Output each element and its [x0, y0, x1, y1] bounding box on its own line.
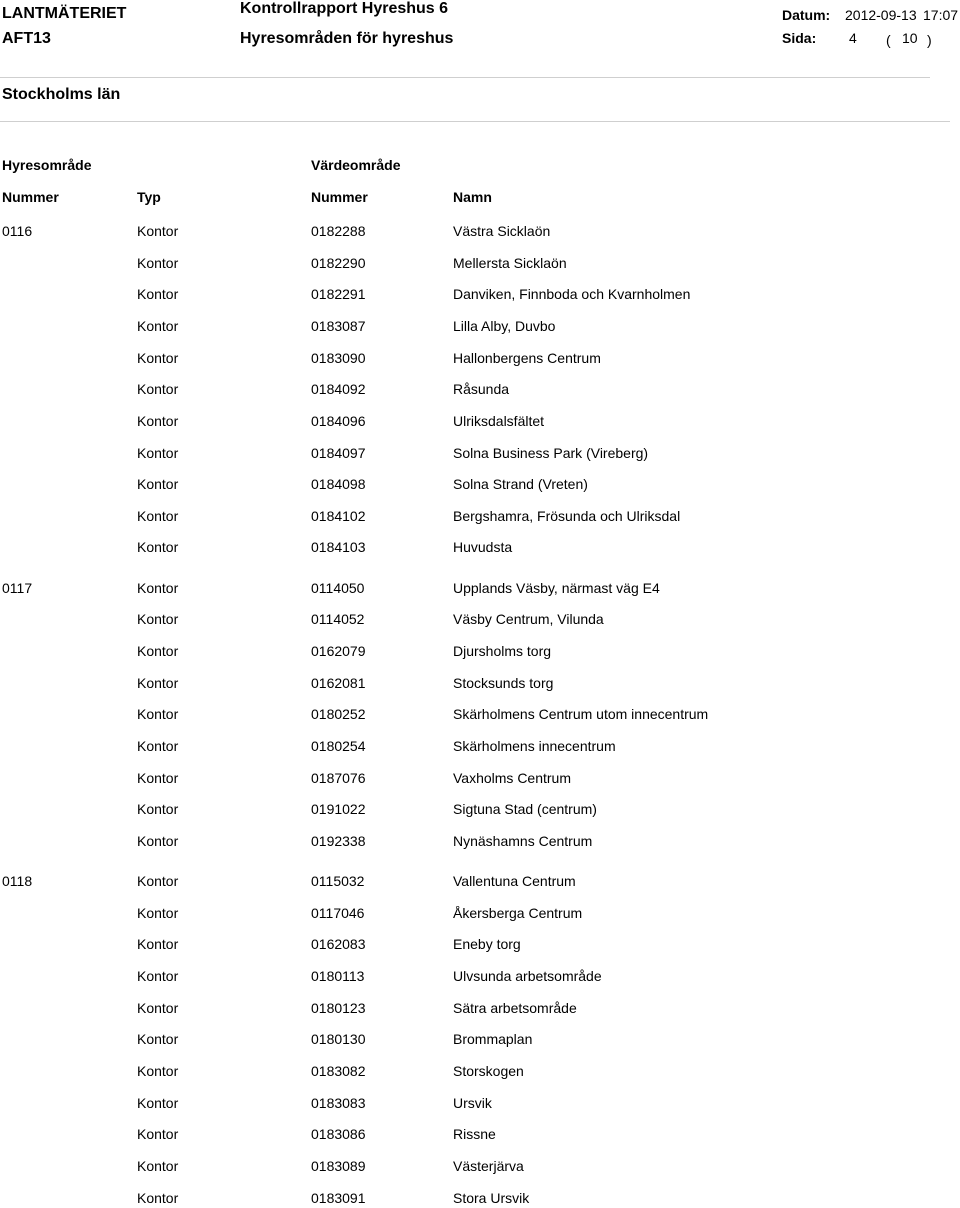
- vardeomrade-name: Väsby Centrum, Vilunda: [453, 611, 604, 627]
- type-cell: Kontor: [137, 1190, 179, 1206]
- vardeomrade-name: Hallonbergens Centrum: [453, 350, 601, 366]
- hyresomrade-number: 0118: [2, 873, 33, 889]
- type-cell: Kontor: [137, 675, 179, 691]
- vardeomrade-name: Solna Business Park (Vireberg): [453, 445, 649, 461]
- vardeomrade-name: Bergshamra, Frösunda och Ulriksdal: [453, 508, 681, 524]
- vardeomrade-number: 0184098: [311, 476, 366, 492]
- time-value: 17:07: [923, 7, 959, 23]
- vardeomrade-name: Huvudsta: [453, 539, 513, 555]
- hyresomrade-number: 0116: [2, 223, 33, 239]
- table-row: [0, 506, 960, 526]
- table-row: [0, 736, 960, 756]
- vardeomrade-number: 0182290: [311, 255, 366, 271]
- vardeomrade-number: 0183091: [311, 1190, 366, 1206]
- vardeomrade-name: Nynäshamns Centrum: [453, 833, 593, 849]
- vardeomrade-number: 0183090: [311, 350, 366, 366]
- column-header-nummer-2: Nummer: [311, 189, 368, 205]
- vardeomrade-number: 0180252: [311, 706, 366, 722]
- vardeomrade-name: Stora Ursvik: [453, 1190, 530, 1206]
- page-label: Sida:: [782, 30, 817, 46]
- column-header-namn: Namn: [453, 189, 492, 205]
- table-row: [0, 1124, 960, 1144]
- vardeomrade-name: Stocksunds torg: [453, 675, 554, 691]
- vardeomrade-name: Sigtuna Stad (centrum): [453, 801, 597, 817]
- column-group-vardeomrade: Värdeområde: [311, 157, 401, 173]
- type-cell: Kontor: [137, 968, 179, 984]
- type-cell: Kontor: [137, 738, 179, 754]
- vardeomrade-number: 0114052: [311, 611, 365, 627]
- type-cell: Kontor: [137, 1095, 179, 1111]
- vardeomrade-number: 0183089: [311, 1158, 366, 1174]
- vardeomrade-name: Skärholmens innecentrum: [453, 738, 616, 754]
- vardeomrade-name: Sätra arbetsområde: [453, 1000, 577, 1016]
- hyresomrade-number: 0117: [2, 580, 33, 596]
- type-cell: Kontor: [137, 611, 179, 627]
- vardeomrade-name: Mellersta Sicklaön: [453, 255, 567, 271]
- table-row: [0, 316, 960, 336]
- type-cell: Kontor: [137, 223, 179, 239]
- table-row: [0, 704, 960, 724]
- type-cell: Kontor: [137, 508, 179, 524]
- type-cell: Kontor: [137, 445, 179, 461]
- vardeomrade-number: 0183083: [311, 1095, 366, 1111]
- table-row: [0, 768, 960, 788]
- table-row: [0, 348, 960, 368]
- type-cell: Kontor: [137, 706, 179, 722]
- vardeomrade-number: 0117046: [311, 905, 365, 921]
- type-cell: Kontor: [137, 413, 179, 429]
- region-divider: [0, 121, 950, 122]
- type-cell: Kontor: [137, 833, 179, 849]
- page-total: 10: [902, 30, 918, 46]
- header-divider: [0, 77, 930, 78]
- type-cell: Kontor: [137, 381, 179, 397]
- vardeomrade-number: 0180130: [311, 1031, 366, 1047]
- type-cell: Kontor: [137, 801, 179, 817]
- vardeomrade-number: 0180123: [311, 1000, 366, 1016]
- type-cell: Kontor: [137, 350, 179, 366]
- vardeomrade-name: Eneby torg: [453, 936, 521, 952]
- report-title: Kontrollrapport Hyreshus 6: [240, 0, 449, 17]
- vardeomrade-number: 0187076: [311, 770, 366, 786]
- date-label: Datum:: [782, 7, 831, 23]
- vardeomrade-name: Danviken, Finnboda och Kvarnholmen: [453, 286, 691, 302]
- type-cell: Kontor: [137, 318, 179, 334]
- type-cell: Kontor: [137, 1158, 179, 1174]
- table-row: [0, 221, 960, 241]
- table-row: [0, 998, 960, 1018]
- vardeomrade-name: Upplands Väsby, närmast väg E4: [453, 580, 660, 596]
- table-row: [0, 537, 960, 557]
- vardeomrade-number: 0184092: [311, 381, 366, 397]
- vardeomrade-number: 0184103: [311, 539, 366, 555]
- page-paren-close: ): [927, 32, 932, 48]
- type-cell: Kontor: [137, 255, 179, 271]
- table-row: [0, 443, 960, 463]
- table-row: [0, 1093, 960, 1113]
- table-row: [0, 253, 960, 273]
- type-cell: Kontor: [137, 1126, 179, 1142]
- table-row: [0, 871, 960, 891]
- type-cell: Kontor: [137, 1031, 179, 1047]
- vardeomrade-name: Skärholmens Centrum utom innecentrum: [453, 706, 709, 722]
- table-row: [0, 474, 960, 494]
- vardeomrade-name: Rissne: [453, 1126, 496, 1142]
- vardeomrade-name: Solna Strand (Vreten): [453, 476, 588, 492]
- vardeomrade-number: 0162083: [311, 936, 366, 952]
- table-row: [0, 831, 960, 851]
- type-cell: Kontor: [137, 539, 179, 555]
- vardeomrade-number: 0180113: [311, 968, 365, 984]
- vardeomrade-name: Storskogen: [453, 1063, 524, 1079]
- vardeomrade-number: 0114050: [311, 580, 365, 596]
- type-cell: Kontor: [137, 476, 179, 492]
- vardeomrade-name: Ulriksdalsfältet: [453, 413, 545, 429]
- table-row: [0, 673, 960, 693]
- type-cell: Kontor: [137, 770, 179, 786]
- type-cell: Kontor: [137, 643, 179, 659]
- vardeomrade-name: Vallentuna Centrum: [453, 873, 576, 889]
- vardeomrade-name: Ursvik: [453, 1095, 492, 1111]
- table-row: [0, 609, 960, 629]
- type-cell: Kontor: [137, 1063, 179, 1079]
- vardeomrade-number: 0183086: [311, 1126, 366, 1142]
- table-row: [0, 411, 960, 431]
- table-row: [0, 799, 960, 819]
- table-row: [0, 1156, 960, 1176]
- report-subtitle: Hyresområden för hyreshus: [240, 30, 454, 47]
- vardeomrade-number: 0183082: [311, 1063, 366, 1079]
- vardeomrade-number: 0115032: [311, 873, 365, 889]
- type-cell: Kontor: [137, 936, 179, 952]
- type-cell: Kontor: [137, 580, 179, 596]
- vardeomrade-name: Djursholms torg: [453, 643, 552, 659]
- table-row: [0, 379, 960, 399]
- column-header-nummer: Nummer: [2, 189, 59, 205]
- page-paren-open: (: [886, 32, 891, 48]
- vardeomrade-name: Åkersberga Centrum: [453, 905, 583, 921]
- vardeomrade-number: 0191022: [311, 801, 366, 817]
- report-code: AFT13: [2, 30, 51, 47]
- type-cell: Kontor: [137, 1000, 179, 1016]
- page-current: 4: [849, 30, 857, 46]
- vardeomrade-name: Lilla Alby, Duvbo: [453, 318, 556, 334]
- vardeomrade-name: Västra Sicklaön: [453, 223, 551, 239]
- org-name: LANTMÄTERIET: [2, 5, 127, 22]
- vardeomrade-name: Råsunda: [453, 381, 510, 397]
- date-value: 2012-09-13: [845, 7, 917, 23]
- column-header-typ: Typ: [137, 189, 161, 205]
- table-row: [0, 1061, 960, 1081]
- type-cell: Kontor: [137, 905, 179, 921]
- type-cell: Kontor: [137, 873, 179, 889]
- vardeomrade-number: 0192338: [311, 833, 366, 849]
- vardeomrade-number: 0162079: [311, 643, 366, 659]
- vardeomrade-number: 0184096: [311, 413, 366, 429]
- type-cell: Kontor: [137, 286, 179, 302]
- vardeomrade-number: 0162081: [311, 675, 366, 691]
- vardeomrade-number: 0184097: [311, 445, 366, 461]
- table-row: [0, 284, 960, 304]
- vardeomrade-number: 0182291: [311, 286, 366, 302]
- table-row: [0, 641, 960, 661]
- vardeomrade-number: 0183087: [311, 318, 366, 334]
- vardeomrade-name: Ulvsunda arbetsområde: [453, 968, 602, 984]
- table-row: [0, 578, 960, 598]
- table-row: [0, 903, 960, 923]
- vardeomrade-number: 0184102: [311, 508, 366, 524]
- table-row: [0, 1029, 960, 1049]
- vardeomrade-name: Vaxholms Centrum: [453, 770, 572, 786]
- table-row: [0, 934, 960, 954]
- vardeomrade-name: Västerjärva: [453, 1158, 524, 1174]
- table-row: [0, 1188, 960, 1208]
- vardeomrade-name: Brommaplan: [453, 1031, 533, 1047]
- table-row: [0, 966, 960, 986]
- vardeomrade-number: 0180254: [311, 738, 366, 754]
- column-group-hyresomrade: Hyresområde: [2, 157, 92, 173]
- region-title: Stockholms län: [2, 86, 121, 103]
- vardeomrade-number: 0182288: [311, 223, 366, 239]
